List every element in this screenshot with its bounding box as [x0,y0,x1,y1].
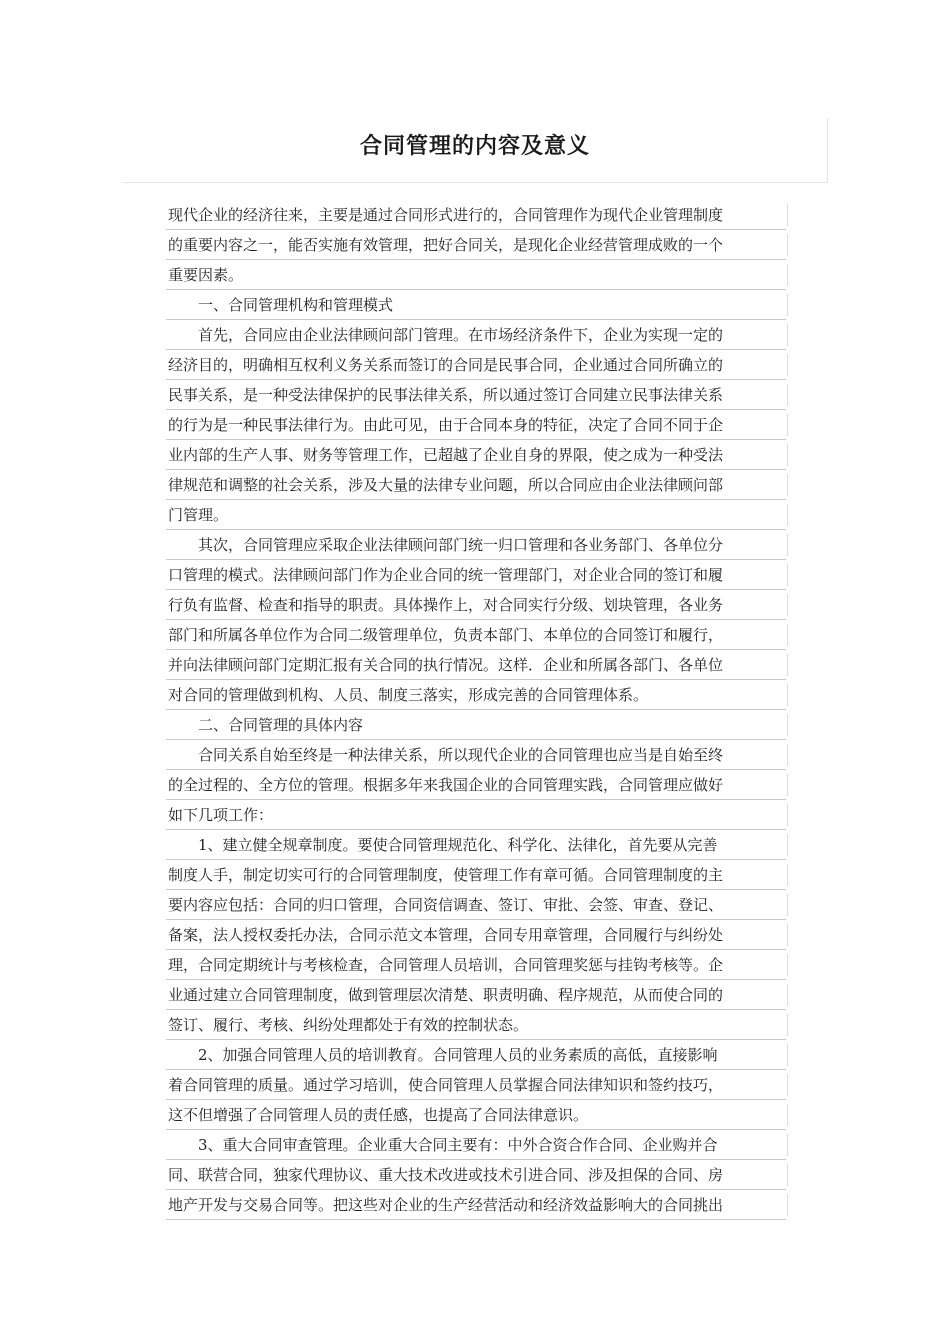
text-line: 3、重大合同审查管理。企业重大合同主要有：中外合资合作合同、企业购并合 [166,1130,786,1160]
text-line: 门管理。 [166,500,786,530]
text-line: 理，合同定期统计与考核检查，合同管理人员培训，合同管理奖惩与挂钩考核等。企 [166,950,786,980]
text-line: 着合同管理的质量。通过学习培训，使合同管理人员掌握合同法律知识和签约技巧， [166,1070,786,1100]
text-line: 签订、履行、考核、纠纷处理都处于有效的控制状态。 [166,1010,786,1040]
text-line: 这不但增强了合同管理人员的责任感，也提高了合同法律意识。 [166,1100,786,1130]
text-line: 经济目的，明确相互权利义务关系而签订的合同是民事合同，企业通过合同所确立的 [166,350,786,380]
text-line: 地产开发与交易合同等。把这些对企业的生产经营活动和经济效益影响大的合同挑出 [166,1190,786,1220]
text-line: 民事关系，是一种受法律保护的民事法律关系，所以通过签订合同建立民事法律关系 [166,380,786,410]
text-line: 合同关系自始至终是一种法律关系，所以现代企业的合同管理也应当是自始至终 [166,740,786,770]
text-line: 部门和所属各单位作为合同二级管理单位，负责本部门、本单位的合同签订和履行， [166,620,786,650]
text-line: 要内容应包括：合同的归口管理，合同资信调查、签订、审批、会签、审查、登记、 [166,890,786,920]
text-line: 的重要内容之一，能否实施有效管理，把好合同关，是现化企业经营管理成败的一个 [166,230,786,260]
text-line: 口管理的模式。法律顾问部门作为企业合同的统一管理部门，对企业合同的签订和履 [166,560,786,590]
text-line: 并向法律顾问部门定期汇报有关合同的执行情况。这样．企业和所属各部门、各单位 [166,650,786,680]
text-line: 1、建立健全规章制度。要使合同管理规范化、科学化、法律化，首先要从完善 [166,830,786,860]
page-title: 合同管理的内容及意义 [359,134,590,159]
text-line: 2、加强合同管理人员的培训教育。合同管理人员的业务素质的高低，直接影响 [166,1040,786,1070]
text-line: 备案，法人授权委托办法，合同示范文本管理，合同专用章管理，合同履行与纠纷处 [166,920,786,950]
text-line: 律规范和调整的社会关系，涉及大量的法律专业问题，所以合同应由企业法律顾问部 [166,470,786,500]
text-line: 首先，合同应由企业法律顾问部门管理。在市场经济条件下，企业为实现一定的 [166,320,786,350]
text-line: 行负有监督、检查和指导的职责。具体操作上，对合同实行分级、划块管理，各业务 [166,590,786,620]
text-line: 的全过程的、全方位的管理。根据多年来我国企业的合同管理实践，合同管理应做好 [166,770,786,800]
text-line: 制度人手，制定切实可行的合同管理制度，使管理工作有章可循。合同管理制度的主 [166,860,786,890]
text-line: 如下几项工作： [166,800,786,830]
text-line: 对合同的管理做到机构、人员、制度三落实，形成完善的合同管理体系。 [166,680,786,710]
text-line: 的行为是一种民事法律行为。由此可见，由于合同本身的特征，决定了合同不同于企 [166,410,786,440]
text-line: 重要因素。 [166,260,786,290]
text-line: 现代企业的经济往来，主要是通过合同形式进行的，合同管理作为现代企业管理制度 [166,200,786,230]
text-line: 同、联营合同，独家代理协议、重大技术改进或技术引进合同、涉及担保的合同、房 [166,1160,786,1190]
text-line: 其次，合同管理应采取企业法律顾问部门统一归口管理和各业务部门、各单位分 [166,530,786,560]
document-body [166,200,786,1220]
text-line: 业通过建立合同管理制度，做到管理层次清楚、职责明确、程序规范，从而使合同的 [166,980,786,1010]
text-line: 一、合同管理机构和管理模式 [166,290,786,320]
text-line: 二、合同管理的具体内容 [166,710,786,740]
text-line: 业内部的生产人事、财务等管理工作，已超越了企业自身的界限，使之成为一种受法 [166,440,786,470]
